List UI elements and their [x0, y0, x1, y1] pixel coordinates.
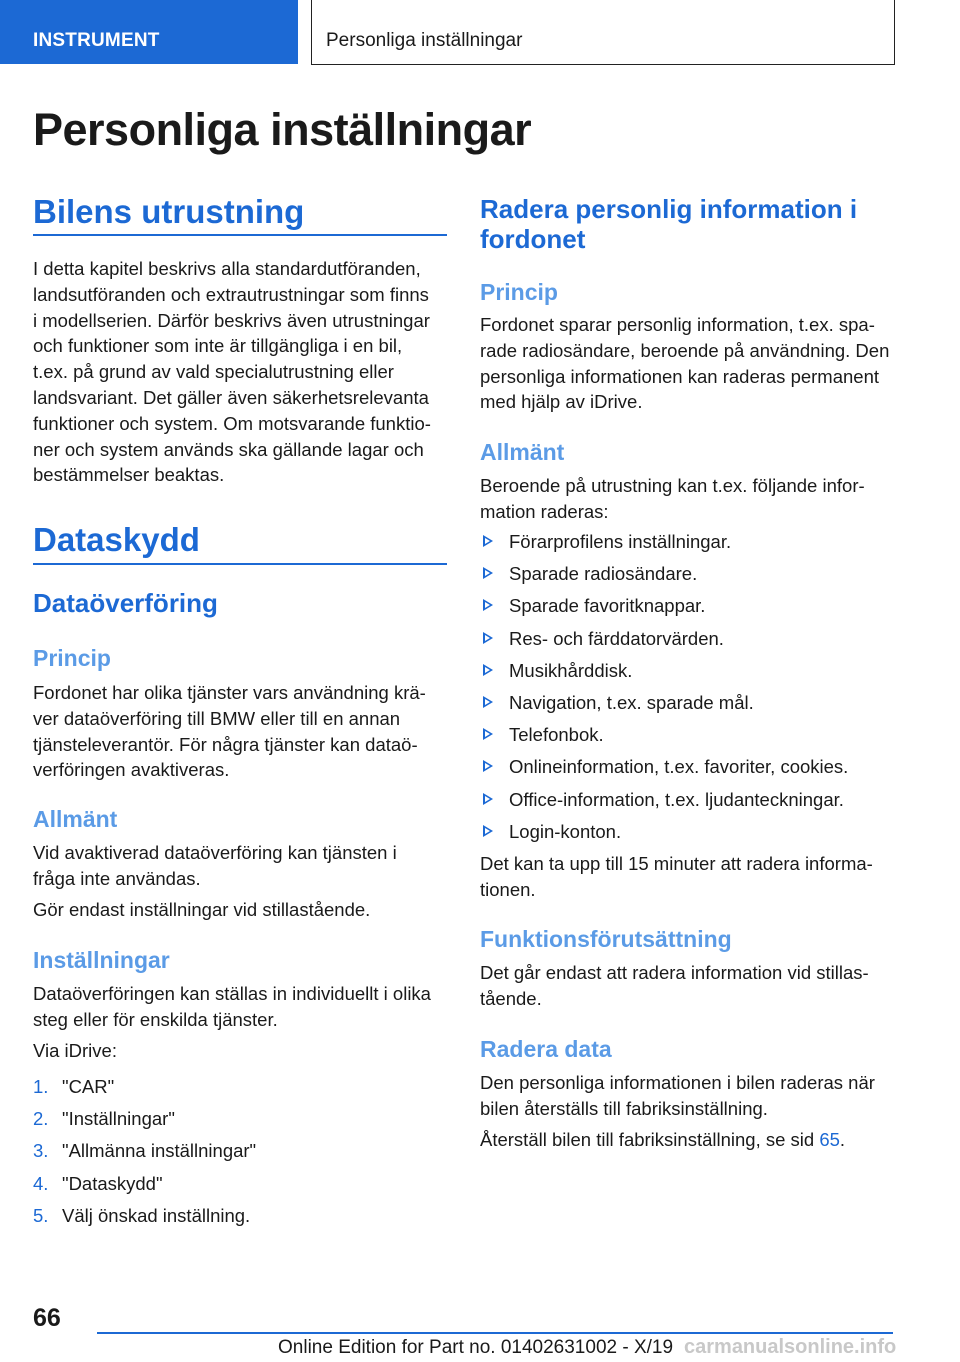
allmant-paragraph-2: [33, 897, 370, 923]
heading-radera-personlig-information: [480, 194, 857, 254]
bullet-triangle-icon: [483, 632, 493, 644]
bullet-triangle-icon: [483, 760, 493, 772]
text-line: tjänsteleverantör. För några tjänster kan dataö-: [33, 733, 418, 755]
list-item: [33, 1205, 256, 1237]
list-item: [480, 531, 848, 563]
text-line: landsvariant. Det gäller även säkerhetsrelevanta: [33, 386, 429, 408]
text-line: ver dataöverföring till BMW eller till en annan: [33, 707, 401, 729]
heading-allmant: Allmänt: [33, 806, 118, 832]
heading-princip: Princip: [33, 645, 111, 671]
item-text: Res- och färddatorvärden.: [509, 627, 724, 649]
text-line: Gör endast inställningar vid stillastående.: [33, 899, 371, 920]
list-item: [480, 821, 848, 853]
bullet-triangle-icon: [483, 696, 493, 708]
list-item: [480, 756, 848, 788]
text-line: Fordonet har olika tjänster vars användning krä-: [33, 682, 426, 703]
step-text: "Dataskydd": [62, 1172, 163, 1194]
text-line: bilen återställs till fabriksinställning.: [480, 1097, 768, 1119]
text-line: Via iDrive:: [33, 1040, 117, 1061]
heading-line: fordonet: [480, 224, 586, 254]
item-text: Office-information, t.ex. ljudanteckningar.: [509, 788, 844, 810]
text-line: Det kan ta upp till 15 minuter att radera informa-: [480, 853, 873, 874]
text-line: Fordonet sparar personlig information, t.ex. spa-: [480, 314, 875, 335]
installningar-paragraph: [33, 981, 431, 1033]
list-item: [33, 1140, 256, 1172]
step-number: 3.: [33, 1140, 49, 1162]
step-text: "Allmänna inställningar": [62, 1140, 257, 1162]
step-number: 4.: [33, 1172, 49, 1194]
allmant-paragraph: [480, 473, 865, 525]
text-line: Den personliga informationen i bilen raderas när: [480, 1072, 875, 1093]
deletable-info-list: [480, 531, 848, 853]
text-line: tionen.: [480, 878, 536, 900]
heading-rule: [33, 234, 447, 236]
duration-paragraph: [480, 851, 873, 903]
heading-radera-data: Radera data: [480, 1036, 612, 1062]
funktion-paragraph: [480, 960, 869, 1012]
page-number: 66: [33, 1304, 61, 1332]
edition-text: Online Edition for Part no. 01402631002 - X/19: [278, 1337, 674, 1358]
text-line: Vid avaktiverad dataöverföring kan tjänsten i: [33, 842, 397, 863]
bullet-triangle-icon: [483, 664, 493, 676]
bilens-paragraph: [33, 256, 431, 488]
text-line: verföringen avaktiveras.: [33, 759, 230, 781]
section-tab: [0, 0, 298, 64]
list-item: [33, 1076, 256, 1108]
footer-rule: [97, 1332, 893, 1334]
step-text: "CAR": [62, 1076, 115, 1097]
bullet-triangle-icon: [483, 825, 493, 837]
allmant-paragraph: [33, 840, 397, 892]
list-item: [480, 789, 848, 821]
watermark: carmanualsonline.info: [684, 1336, 897, 1358]
text-line: ner och system används ska gällande lagar och: [33, 438, 424, 460]
list-item: [33, 1108, 256, 1140]
item-text: Telefonbok.: [509, 724, 604, 746]
text-line: funktioner och system. Om motsvarande funktio-: [33, 412, 431, 434]
text-line: med hjälp av iDrive.: [480, 391, 643, 413]
step-text: "Inställningar": [62, 1108, 175, 1130]
text-line: mation raderas:: [480, 500, 609, 522]
bullet-triangle-icon: [483, 535, 493, 547]
bullet-triangle-icon: [483, 793, 493, 805]
text-line: [480, 1127, 845, 1153]
text-line: fråga inte användas.: [33, 867, 201, 889]
heading-bilens-utrustning: Bilens utrustning: [33, 193, 305, 230]
list-item: [480, 595, 848, 627]
item-text: Onlineinformation, t.ex. favoriter, cookies.: [509, 756, 849, 778]
item-text: Navigation, t.ex. sparade mål.: [509, 691, 754, 713]
breadcrumb: [311, 0, 895, 65]
section-tab-label: INSTRUMENT: [33, 30, 160, 51]
item-text: Musikhårddisk.: [509, 659, 633, 681]
step-number: 2.: [33, 1108, 49, 1130]
heading-installningar: Inställningar: [33, 947, 170, 973]
heading-funktionsforutsattning: Funktionsförutsättning: [480, 926, 732, 952]
list-item: [480, 692, 848, 724]
heading-line: Radera personlig information i: [480, 194, 858, 224]
text-line: personliga informationen kan raderas permanent: [480, 365, 880, 387]
text-line: tående.: [480, 987, 542, 1009]
bullet-triangle-icon: [483, 599, 493, 611]
text-line: Det går endast att radera information vid stillas-: [480, 962, 869, 983]
breadcrumb-label: Personliga inställningar: [326, 30, 523, 51]
princip-paragraph: [33, 680, 426, 783]
heading-princip: Princip: [480, 279, 558, 305]
via-idrive: [33, 1038, 117, 1064]
step-text: Välj önskad inställning.: [62, 1204, 251, 1226]
heading-allmant: Allmänt: [480, 439, 565, 465]
radera-paragraph: [480, 1070, 875, 1122]
heading-rule: [33, 563, 447, 565]
heading-dataoverforing: Dataöverföring: [33, 588, 218, 618]
item-text: Sparade radiosändare.: [509, 563, 698, 585]
reference-text: Återställ bilen till fabriksinställning, se sid: [480, 1129, 820, 1150]
item-text: Förarprofilens inställningar.: [509, 531, 732, 552]
idrive-steps: [33, 1076, 256, 1237]
item-text: Sparade favoritknappar.: [509, 595, 706, 617]
list-item: [33, 1173, 256, 1205]
text-line: Beroende på utrustning kan t.ex. följande infor-: [480, 475, 865, 496]
list-item: [480, 563, 848, 595]
step-number: 1.: [33, 1076, 49, 1097]
text-line: och funktioner som inte är tillgängliga i en bil,: [33, 335, 403, 357]
text-line: I detta kapitel beskrivs alla standardutföranden,: [33, 258, 421, 279]
text-line: landsutföranden och extrautrustningar som finns: [33, 283, 429, 305]
text-line: bestämmelser beaktas.: [33, 464, 225, 486]
bullet-triangle-icon: [483, 567, 493, 579]
text-line: steg eller för enskilda tjänster.: [33, 1008, 278, 1030]
bullet-triangle-icon: [483, 728, 493, 740]
list-item: [480, 660, 848, 692]
text-line: Dataöverföringen kan ställas in individuellt i olika: [33, 983, 431, 1004]
text-line: rade radiosändare, beroende på användning. Den: [480, 339, 890, 361]
item-text: Login-konton.: [509, 820, 622, 842]
list-item: [480, 628, 848, 660]
princip-paragraph: [480, 312, 889, 415]
reset-reference: [480, 1127, 845, 1153]
heading-dataskydd: Dataskydd: [33, 521, 200, 558]
text-line: i modellserien. Därför beskrivs även utrustningar: [33, 309, 430, 331]
page-title: Personliga inställningar: [33, 104, 532, 155]
list-item: [480, 724, 848, 756]
text-line: t.ex. på grund av vald specialutrustning eller: [33, 361, 394, 383]
step-number: 5.: [33, 1204, 49, 1226]
reference-end: .: [839, 1129, 846, 1150]
page-reference-link[interactable]: 65: [819, 1129, 840, 1150]
